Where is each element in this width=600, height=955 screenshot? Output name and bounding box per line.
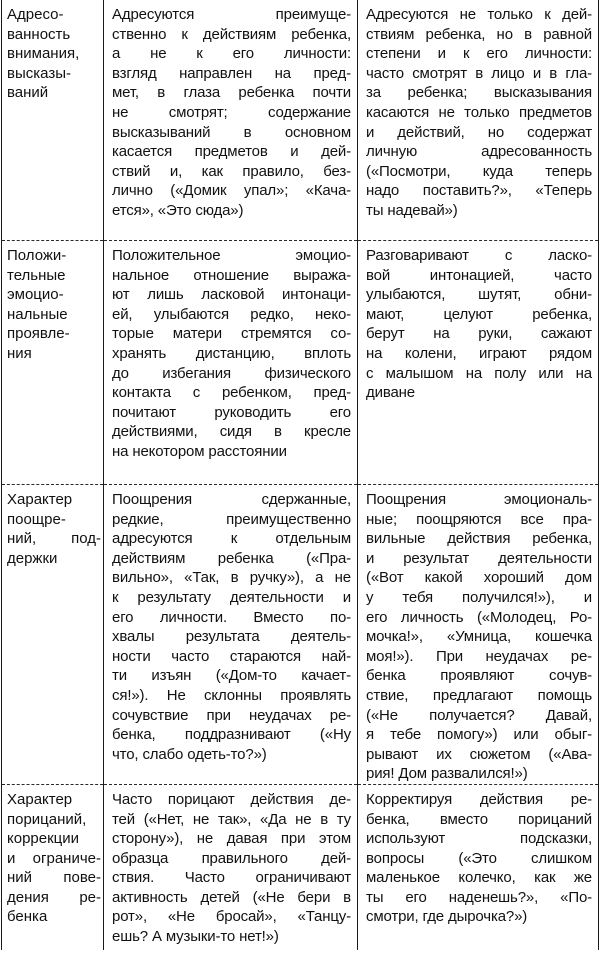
text-line: взгляд направлен на пред- [112, 64, 351, 82]
text-line: ется», «Это сюда») [112, 201, 244, 219]
text-line: ты надевай») [366, 201, 458, 219]
text-line: ствия. Часто ограничивают [112, 869, 351, 887]
text-line: («Вот какой хороший дом [366, 569, 592, 587]
cell-text [358, 241, 598, 403]
text-line: нальное отношение выража- [112, 266, 351, 284]
text-line: на колени, играют рядом [366, 344, 592, 362]
text-line: надо поставить?», «Теперь [366, 182, 592, 200]
row-header-line: Характер [7, 790, 73, 808]
text-line: сочувствие при неудачах ре- [112, 706, 351, 724]
text-line: Адресуются не только к дей- [366, 6, 592, 23]
row-header-cell [2, 784, 104, 955]
text-line: Адресуются преимуще- [112, 6, 351, 23]
row-header-line: коррекции [7, 830, 80, 848]
row-header-line: дения ре- [7, 888, 101, 906]
row-header-line: ний пове- [7, 869, 101, 887]
text-line: вопросы («Это слишком [366, 849, 592, 867]
row-header-text [2, 485, 103, 568]
comparison-table [1, 0, 599, 955]
row-header-line: ния [7, 344, 32, 362]
text-line: рия! Дом развалился!») [366, 765, 528, 783]
row-header-line: держки [7, 549, 58, 567]
table-row [2, 0, 599, 241]
row-header-line: тельные [7, 266, 66, 284]
cell-text [104, 241, 357, 462]
row-header-line: внимания, [7, 45, 80, 63]
row-header-line: высказы- [7, 64, 71, 82]
text-line: рот», «Не бросай», «Танцу- [112, 908, 351, 926]
text-line: высказываний в основном [112, 123, 351, 141]
text-line: берут на руки, сажают [366, 325, 592, 343]
mother-group-b-cell [358, 784, 599, 955]
row-header-line: ванность [7, 25, 71, 43]
text-line: вильные действия ребенка, [366, 530, 592, 548]
text-line: за ребенка; высказывания [366, 84, 592, 102]
text-line: торые матери стремятся со- [112, 325, 351, 343]
text-line: хранять дистанцию, вплоть [112, 344, 351, 362]
row-header-cell [2, 0, 104, 241]
text-line: касается предметов и дей- [112, 143, 351, 161]
row-header-line: ваний [7, 84, 49, 102]
text-line: и результат деятельности [366, 549, 592, 567]
text-line: вой интонацией, часто [366, 266, 592, 284]
cell-text [358, 0, 598, 221]
row-header-line: и ограниче- [7, 849, 101, 867]
text-line: лично («Домик упал»; «Кача- [112, 182, 351, 200]
text-line: что, слабо одеть-то?») [112, 745, 267, 763]
text-line: хвалы результата деятель- [112, 628, 351, 646]
table-row [2, 241, 599, 485]
text-line: бенка, поддразнивают («Ну [112, 726, 351, 744]
text-line: образца правильного дей- [112, 849, 351, 867]
text-line: его личность («Молодец, Ро- [366, 608, 592, 626]
text-line: а не к его личности: [112, 45, 351, 63]
mother-group-a-cell [104, 241, 358, 485]
text-line: к результату деятельности и [112, 588, 351, 606]
text-line: ственно к действиям ребенка, [112, 25, 351, 43]
cell-text [104, 485, 357, 764]
text-line: мают, целуют ребенка, [366, 305, 592, 323]
text-line: действиям ребенка («Пра- [112, 549, 351, 567]
row-header-cell [2, 241, 104, 485]
row-header-line: эмоцио- [7, 286, 64, 304]
text-line: я тебе помогу») или обыг- [366, 726, 592, 744]
row-header-text [2, 0, 103, 103]
row-header-line: ний, под- [7, 530, 101, 548]
row-header-text [2, 785, 103, 927]
text-line: ствий и, как правило, без- [112, 162, 351, 180]
text-line: контакта с ребенком, пред- [112, 384, 351, 402]
row-header-line: Положи- [7, 247, 67, 264]
text-line: диване [366, 384, 415, 402]
text-line: редкие, преимущественно [112, 510, 351, 528]
table-row [2, 784, 599, 955]
text-line: на некотором расстоянии [112, 442, 287, 460]
text-line: ные; поощряются все пра- [366, 510, 592, 528]
text-line: ты его наденешь?», «По- [366, 888, 592, 906]
text-line: Часто порицают действия де- [112, 790, 351, 808]
text-line: у тебя получился!»), и [366, 588, 592, 606]
text-line: мочка!», «Умница, кошечка [366, 628, 592, 646]
text-line: вильно», «Так, в ручку»), а не [112, 569, 351, 587]
text-line: ся!»). Не склонны проявлять [112, 686, 351, 704]
page-bottom-edge [0, 950, 600, 955]
text-line: маленькое колечко, как же [366, 869, 592, 887]
text-line: улыбаются, шутят, обни- [366, 286, 592, 304]
mother-group-a-cell [104, 784, 358, 955]
mother-group-b-cell [358, 241, 599, 485]
text-line: не смотрят; содержание [112, 103, 351, 121]
row-header-line: бенка [7, 908, 48, 926]
text-line: используют подсказки, [366, 830, 592, 848]
row-header-line: нальные [7, 305, 68, 323]
text-line: ешь? А музыки-то нет!») [112, 928, 279, 946]
text-line: бенка проявляют сочув- [366, 667, 592, 685]
row-header-line: порицаний, [7, 810, 87, 828]
row-header-line: проявле- [7, 325, 70, 343]
text-line: личную адресованность [366, 143, 592, 161]
mother-group-b-cell [358, 485, 599, 785]
text-line: до избегания физического [112, 364, 351, 382]
row-header-cell [2, 485, 104, 785]
row-header-text [2, 241, 103, 364]
text-line: («Не получается? Давай, [366, 706, 592, 724]
text-line: Положительное эмоцио- [112, 247, 351, 264]
text-line: Корректируя действия ре- [366, 790, 592, 808]
text-line: ности часто стараются най- [112, 647, 351, 665]
text-line: степени и к его личности: [366, 45, 592, 63]
text-line: касаются не только предметов [366, 103, 592, 121]
text-line: мет, в глаза ребенка почти [112, 84, 351, 102]
text-line: смотри, где дырочка?») [366, 908, 528, 926]
text-line: сторону»), не давая при этом [112, 830, 351, 848]
text-line: («Посмотри, куда теперь [366, 162, 592, 180]
text-line: Поощрения сдержанные, [112, 491, 351, 508]
row-header-line: Характер [7, 491, 73, 508]
text-line: ствие, предлагают помощь [366, 686, 592, 704]
mother-group-a-cell [104, 485, 358, 785]
text-line: адресуются к отдельным [112, 530, 351, 548]
text-line: бенка, вместо порицаний [366, 810, 592, 828]
text-line: моя!»). При неудачах ре- [366, 647, 592, 665]
text-line: ти изъян («Дом-то качает- [112, 667, 351, 685]
mother-group-a-cell [104, 0, 358, 241]
text-line: Разговаривают с ласко- [366, 247, 592, 264]
text-line: ствиям ребенка, но в равной [366, 25, 592, 43]
text-line: часто смотрят в лицо и в гла- [366, 64, 592, 82]
text-line: ют лишь ласковой интонаци- [112, 286, 351, 304]
text-line: Поощрения эмоциональ- [366, 491, 592, 508]
mother-group-b-cell [358, 0, 599, 241]
text-line: активность детей («Не бери в [112, 888, 351, 906]
cell-text [104, 0, 357, 221]
text-line: и действий, но содержат [366, 123, 592, 141]
table-row [2, 485, 599, 785]
text-line: его личности. Вместо по- [112, 608, 351, 626]
text-line: с малышом на полу или на [366, 364, 592, 382]
text-line: тей («Нет, не так», «Да не в ту [112, 810, 351, 828]
text-line: действиями, сидя в кресле [112, 423, 351, 441]
text-line: ей, улыбаются редко, неко- [112, 305, 351, 323]
row-header-line: Адресо- [7, 6, 64, 23]
cell-text [358, 485, 598, 784]
cell-text [104, 785, 357, 947]
text-line: почитают руководить его [112, 403, 351, 421]
cell-text [358, 785, 598, 927]
row-header-line: поощре- [7, 510, 66, 528]
text-line: рывают их сюжетом («Ава- [366, 745, 592, 763]
